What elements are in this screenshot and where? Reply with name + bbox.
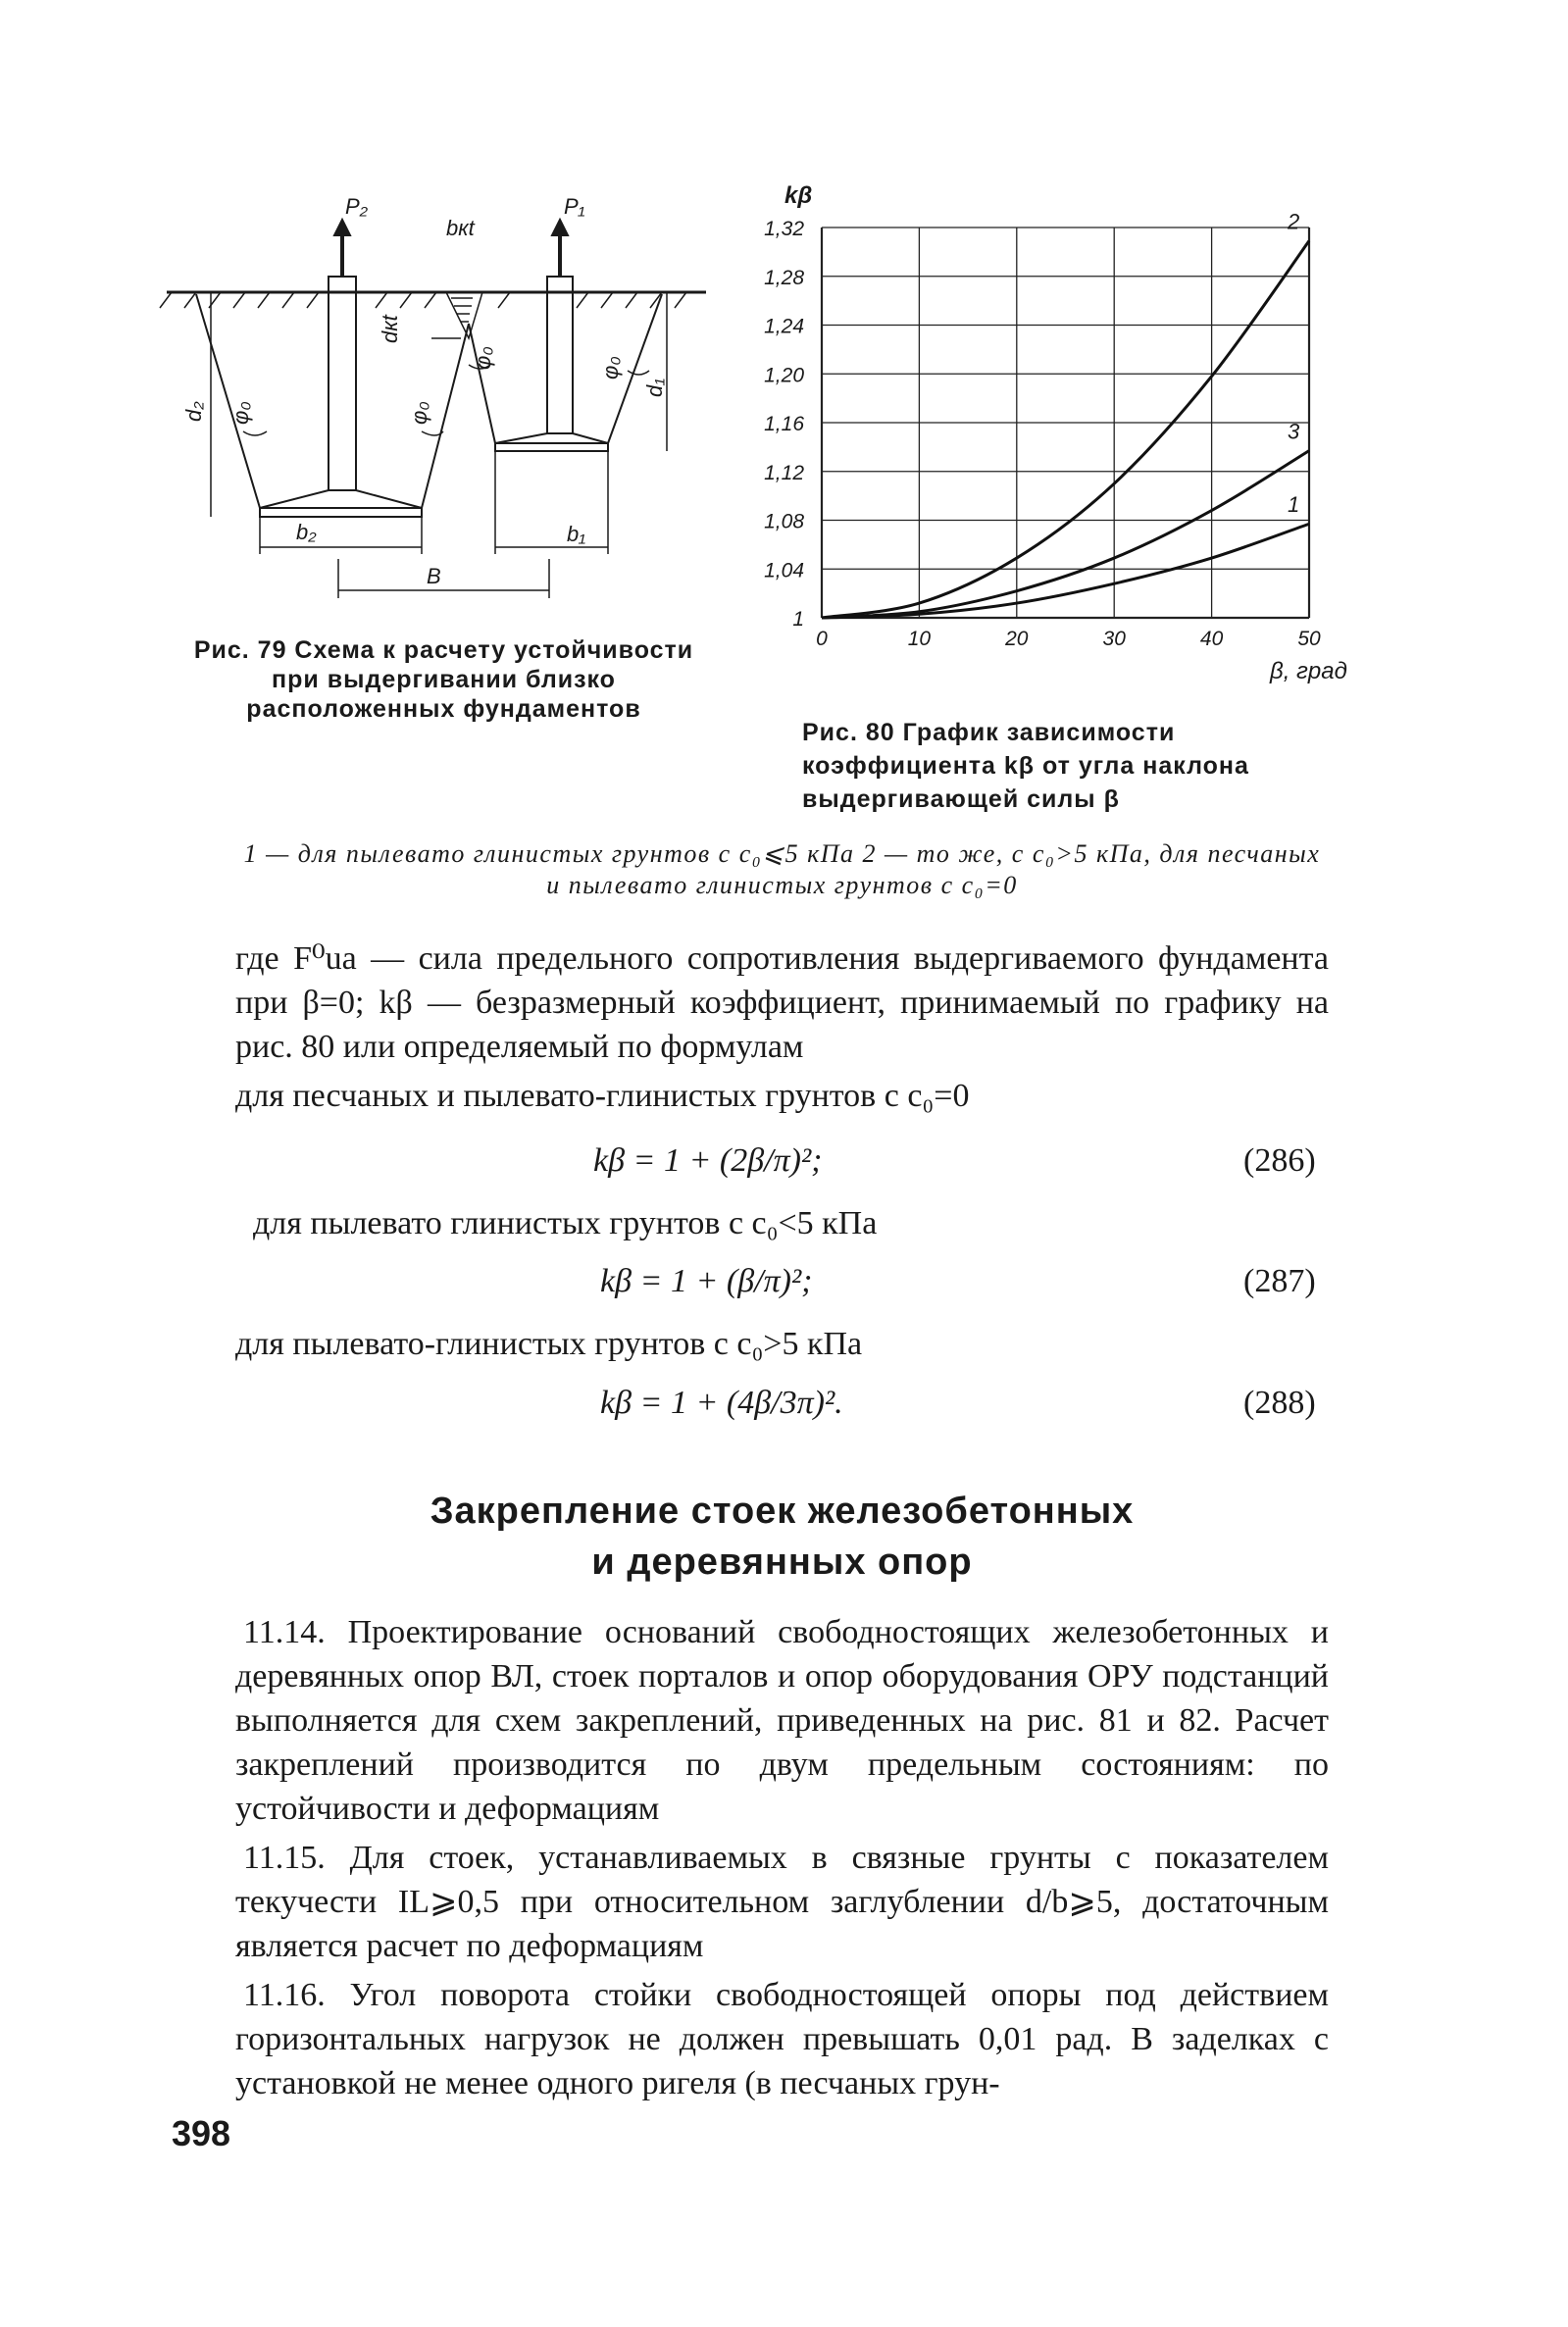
x-tick-label: 40 [1199,628,1224,650]
y-tick-label: 1,28 [764,266,804,289]
y-tick-label: 1,20 [764,364,804,387]
phi0-label-4: φ₀ [598,356,623,379]
formula-286-number: (286) [1243,1142,1316,1179]
x-tick-label: 10 [907,628,932,650]
section-heading-line2: и деревянных опор [591,1542,973,1583]
b1-label: b₁ [567,522,586,546]
x-tick-label: 30 [1102,628,1126,650]
section-11-15: 11.15. Для стоек, устанавливаемых в связные грунты с показателем текучести IL⩾0,5 при относительном заглублении d/b⩾5, достаточным является расчет по деформациям [235,1840,1329,1964]
fig80-note: 1 — для пылевато глинистых грунтов с c₀⩽5 кПа 2 — то же, с c₀>5 кПа, для песчаных и пылевато глинистых грунтов с c₀=0 [243,839,1321,899]
section-heading-line1: Закрепление стоек железобетонных [430,1491,1135,1532]
paragraph-where: где F⁰ua — сила предельного сопротивления выдергиваемого фундамента при β=0; kβ — безразмерный коэффициент, принимаемый по графику на рис. 80 или определяемый по формулам [235,940,1329,1065]
bkt-label: bкt [446,216,475,240]
fig80-chart [745,181,1347,686]
y-tick-label: 1,04 [764,559,804,582]
y-tick-label: 1,12 [764,461,804,484]
section-11-16: 11.16. Угол поворота стойки свободностоящей опоры под действием горизонтальных нагрузок не должен превышать 0,01 рад. В заделках с установкой не менее одного ригеля (в песчаных грун- [235,1977,1329,2101]
x-tick-label: 0 [816,628,828,650]
B-label: B [427,564,441,588]
y-tick-label: 1,16 [764,413,804,435]
series-label: 3 [1288,419,1300,444]
series-line [822,524,1309,618]
x-axis-label: β, град [1270,658,1347,684]
section-11-14: 11.14. Проектирование оснований свободностоящих железобетонных и деревянных опор ВЛ, стоек порталов и опор оборудования ОРУ подстанций выполняется для схем закреплений, приведенных на рис. 81 и 82. Расчет закреплений производится по двум предельным состояниям: по устойчивости и деформациям [235,1614,1329,1827]
y-tick-label: 1 [792,608,804,631]
y-axis-label: kβ [784,182,813,209]
b2-label: b₂ [296,520,317,544]
formula-288: kβ = 1 + (4β/3π)². [600,1385,843,1421]
fig80-caption: Рис. 80 График зависимости коэффициента kβ от угла наклона выдергивающей силы β [802,719,1249,813]
dkt-label: dкt [378,315,402,343]
formula-286: kβ = 1 + (2β/π)²; [593,1142,823,1179]
line-silty-gt5: для пылевато-глинистых грунтов с c₀>5 кПа [235,1326,863,1362]
formula-288-number: (288) [1243,1385,1316,1421]
phi0-label-1: φ₀ [228,401,253,425]
d1-label: d₁ [642,378,667,397]
y-tick-label: 1,24 [764,315,804,338]
y-tick-label: 1,32 [764,218,804,240]
series-label: 1 [1288,492,1300,518]
phi0-label-2: φ₀ [407,401,431,425]
line-silty-lt5: для пылевато глинистых грунтов с c₀<5 кПа [253,1205,878,1241]
x-tick-label: 20 [1005,628,1029,650]
p1-label: P₁ [564,194,585,219]
formula-287: kβ = 1 + (β/π)²; [600,1263,813,1299]
p2-label: P₂ [345,194,369,219]
page-number: 398 [172,2113,231,2153]
y-tick-label: 1,08 [764,510,804,533]
d2-label: d₂ [181,401,206,422]
fig79-caption: Рис. 79 Схема к расчету устойчивости при выдергивании близко расположенных фундаментов [193,636,694,723]
phi0-label-3: φ₀ [471,346,495,370]
formula-287-number: (287) [1243,1263,1316,1299]
series-line [822,451,1309,618]
series-label: 2 [1288,209,1300,234]
fig79-diagram [162,191,721,608]
line-sandy: для песчаных и пылевато-глинистых грунтов с c₀=0 [235,1078,970,1114]
series-line [822,241,1309,618]
x-tick-label: 50 [1297,628,1321,650]
